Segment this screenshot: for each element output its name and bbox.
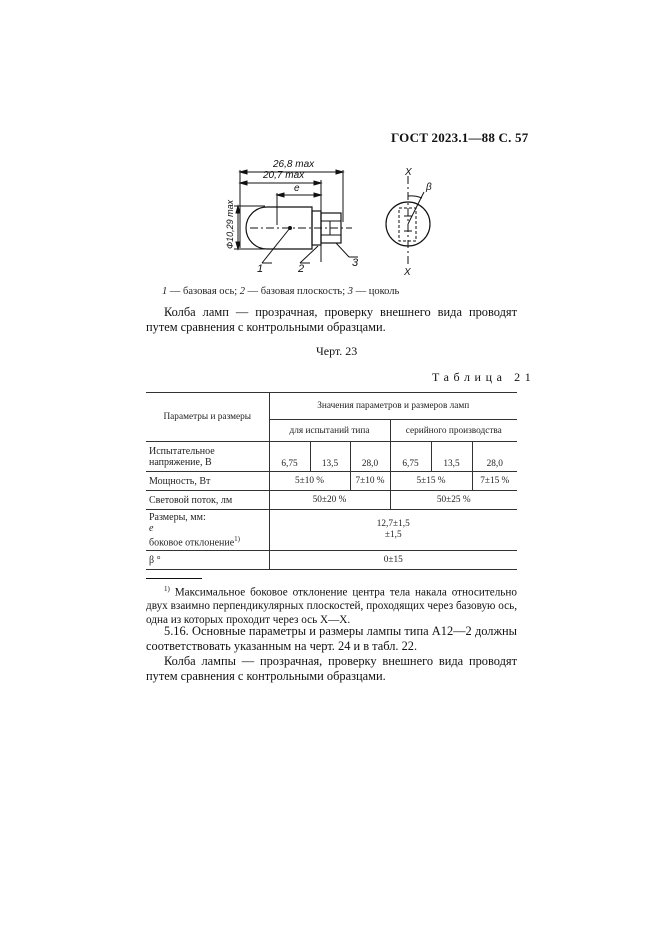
- header-values: Значения параметров и размеров ламп: [269, 393, 517, 420]
- beta-value: 0±15: [269, 551, 517, 570]
- dim-diameter-label: Ф10,29 max: [225, 199, 235, 249]
- header-params: Параметры и размеры: [146, 393, 269, 442]
- header-serial: серийного производства: [390, 420, 517, 442]
- voltage-cell: 6,75: [269, 442, 310, 472]
- paragraph-5-16: 5.16. Основные параметры и размеры лампы типа А12—2 должны соответствовать указанным на черт. 24 и в табл. 22.: [146, 624, 517, 653]
- flux-cell: 50±20 %: [269, 491, 390, 510]
- figure-caption: [162, 286, 522, 297]
- header-test: для испытаний типа: [269, 420, 390, 442]
- caption-text-1: — базовая ось;: [167, 286, 240, 297]
- dims-lateral-text: боковое отклонение: [149, 537, 235, 549]
- dims-title: Размеры, мм:: [149, 512, 206, 523]
- figure-label: Черт. 23: [316, 344, 358, 358]
- caption-num-3: 3: [347, 286, 353, 297]
- dims-lateral-label: [149, 534, 266, 548]
- dims-e-value: 12,7±1,5: [376, 519, 410, 530]
- caption-text-2: — базовая плоскость;: [245, 286, 348, 297]
- callout-2: 2: [298, 263, 305, 275]
- voltage-cell: 28,0: [472, 442, 517, 472]
- parameters-table: [146, 392, 517, 570]
- flux-cell: 50±25 %: [390, 491, 517, 510]
- dims-values: [269, 510, 517, 551]
- row-beta-label: β °: [146, 551, 269, 570]
- caption-num-2: 2: [239, 286, 246, 297]
- angle-label: β: [426, 182, 432, 193]
- axis-label-bottom: X: [404, 267, 411, 278]
- paragraph-bulb: Колба ламп — прозрачная, проверку внешнего вида проводят путем сравнения с контрольными образцами.: [146, 305, 517, 334]
- row-flux-label: Световой поток, лм: [146, 491, 269, 510]
- voltage-cell: 6,75: [390, 442, 431, 472]
- dim-e-label: e: [294, 183, 300, 194]
- voltage-cell: 13,5: [431, 442, 472, 472]
- power-cell: 7±15 %: [472, 472, 517, 491]
- row-power-label: Мощность, Вт: [146, 472, 269, 491]
- power-cell: 5±10 %: [269, 472, 350, 491]
- table-label: Таблица 21: [432, 370, 536, 384]
- row-voltage-label: Испытательное напряжение, В: [146, 442, 269, 472]
- caption-num-1: 1: [162, 286, 168, 297]
- dims-lateral-sup: 1): [234, 535, 241, 543]
- power-cell: 5±15 %: [390, 472, 472, 491]
- dims-lateral-value: ±1,5: [384, 530, 402, 541]
- dims-e-label: e: [149, 523, 154, 534]
- lamp-drawing: [0, 0, 661, 290]
- dim-body-label: 20,7 max: [263, 170, 305, 181]
- voltage-cell: 28,0: [350, 442, 390, 472]
- footnote-divider: [146, 578, 202, 579]
- footnote-text: Максимальное боковое отклонение центра тела накала относительно двух взаимно перпендикулярных плоскостей, проходящих через базовую ось, одна из которых проходит через ось X—X.: [146, 586, 517, 626]
- footnote: [146, 583, 517, 627]
- caption-text-3: — цоколь: [353, 286, 400, 297]
- base-axis-point: [288, 226, 292, 230]
- page-header: ГОСТ 2023.1—88 С. 57: [391, 130, 529, 145]
- power-cell: 7±10 %: [350, 472, 390, 491]
- paragraph-bulb-2: Колба лампы — прозрачная, проверку внешнего вида проводят путем сравнения с контрольными образцами.: [146, 654, 517, 683]
- dim-overall-label: 26,8 max: [273, 159, 315, 170]
- footnote-sup: 1): [164, 585, 170, 593]
- axis-label-top: X: [405, 167, 412, 178]
- callout-3: 3: [352, 257, 359, 269]
- row-dims-label: [146, 510, 269, 551]
- voltage-cell: 13,5: [310, 442, 350, 472]
- callout-1: 1: [257, 263, 264, 275]
